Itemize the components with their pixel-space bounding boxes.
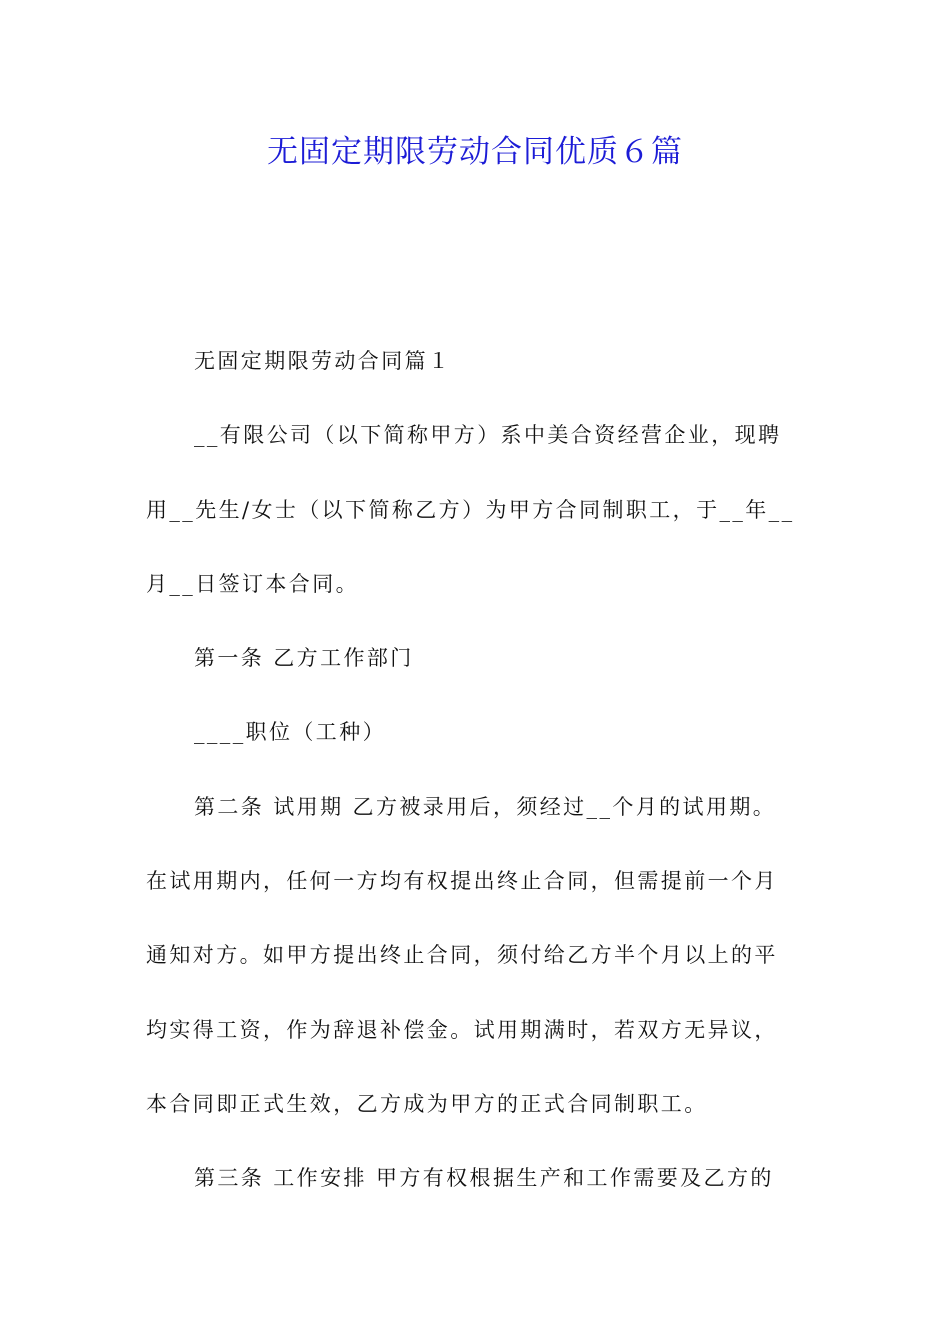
text-line-content: 均实得工资，作为辞退补偿金。试用期满时，若双方无异议， — [146, 1017, 778, 1042]
text-line-content: 无固定期限劳动合同篇１ — [194, 349, 452, 373]
text-line-3 — [146, 485, 811, 559]
text-line-content: ____职位（工种） — [194, 720, 386, 745]
text-line-2 — [146, 410, 811, 484]
text-line-6 — [146, 707, 811, 781]
text-line-content: __有限公司（以下简称甲方）系中美合资经营企业，现聘 — [194, 423, 782, 448]
text-line-8 — [146, 856, 811, 930]
text-line-1 — [146, 336, 811, 410]
text-line-10 — [146, 1005, 811, 1079]
text-line-content: 本合同即正式生效，乙方成为甲方的正式合同制职工。 — [146, 1091, 708, 1116]
text-line-content: 第一条 乙方工作部门 — [194, 646, 414, 671]
text-line-7 — [146, 782, 811, 856]
text-line-content: 在试用期内，任何一方均有权提出终止合同，但需提前一个月 — [146, 869, 778, 894]
document-title: 无固定期限劳动合同优质６篇 — [267, 134, 683, 170]
text-line-content: 第二条 试用期 乙方被录用后，须经过__个月的试用期。 — [194, 794, 777, 819]
text-line-4 — [146, 559, 811, 633]
text-line-content: 月__日签订本合同。 — [146, 571, 359, 596]
text-line-content: 第三条 工作安排 甲方有权根据生产和工作需要及乙方的 — [194, 1166, 774, 1191]
document-body — [146, 336, 811, 1228]
text-line-content: 通知对方。如甲方提出终止合同，须付给乙方半个月以上的平 — [146, 943, 778, 968]
text-line-11 — [146, 1079, 811, 1153]
text-line-content: 用__先生/女士（以下简称乙方）为甲方合同制职工，于__年__ — [146, 497, 795, 522]
text-line-5 — [146, 633, 811, 707]
text-line-9 — [146, 930, 811, 1004]
text-line-12 — [146, 1153, 811, 1227]
